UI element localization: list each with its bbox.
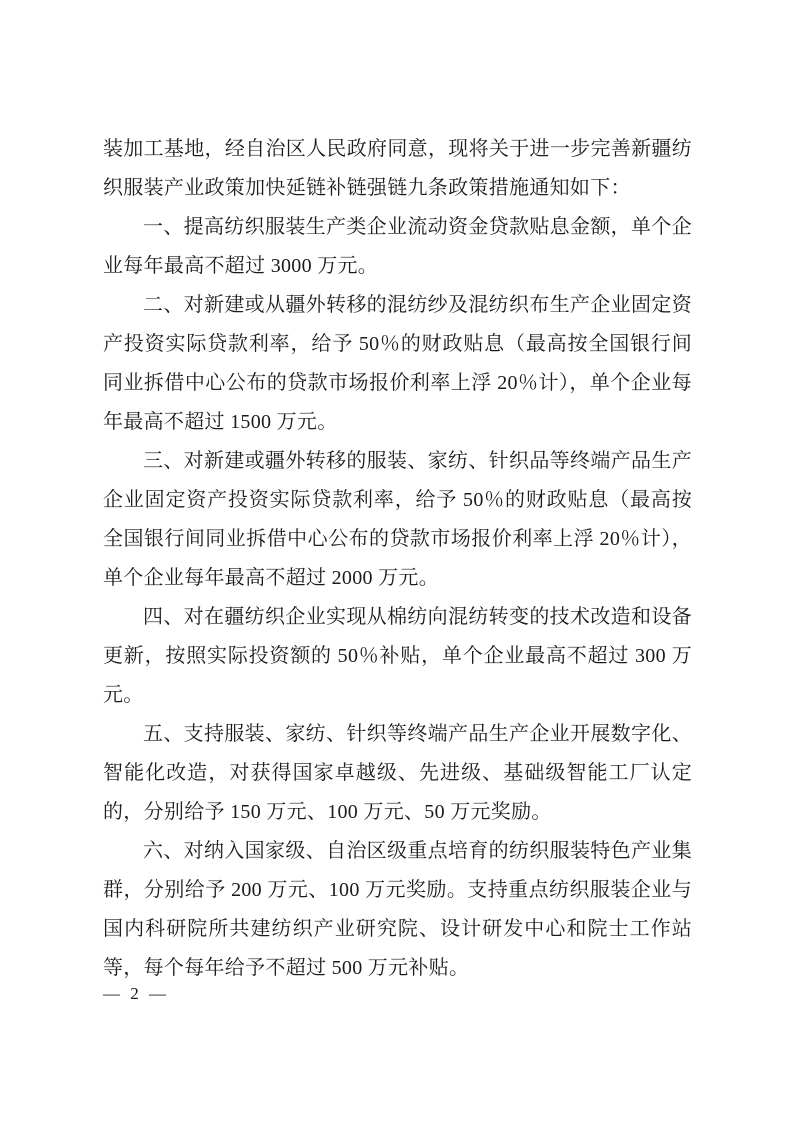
paragraph: 四、对在疆纺织企业实现从棉纺向混纺转变的技术改造和设备更新，按照实际投资额的 50％补贴，单个企业最高不超过 300 万元。 (103, 606, 692, 706)
paragraph: 一、提高纺织服装生产类企业流动资金贷款贴息金额，单个企业每年最高不超过 3000 万元。 (103, 216, 692, 277)
paragraph: 六、对纳入国家级、自治区级重点培育的纺织服装特色产业集群，分别给予 200 万元、100 万元奖励。支持重点纺织服装企业与国内科研院所共建纺织产业研究院、设计研发中心和院士工作站等，每个每年给予不超过 500 万元补贴。 (103, 840, 692, 979)
paragraph: 装加工基地，经自治区人民政府同意，现将关于进一步完善新疆纺织服装产业政策加快延链补链强链九条政策措施通知如下： (103, 138, 692, 199)
paragraph: 二、对新建或从疆外转移的混纺纱及混纺织布生产企业固定资产投资实际贷款利率，给予 50％的财政贴息（最高按全国银行间同业拆借中心公布的贷款市场报价利率上浮 20％计），单个企业每年最高不超过 1500 万元。 (103, 294, 692, 433)
paragraph: 三、对新建或疆外转移的服装、家纺、针织品等终端产品生产企业固定资产投资实际贷款利率，给予 50％的财政贴息（最高按全国银行间同业拆借中心公布的贷款市场报价利率上浮 20％计），单个企业每年最高不超过 2000 万元。 (103, 450, 692, 589)
page-number: — 2 — (103, 984, 169, 1003)
document-body (103, 130, 692, 988)
paragraph: 五、支持服装、家纺、针织等终端产品生产企业开展数字化、智能化改造，对获得国家卓越级、先进级、基础级智能工厂认定的，分别给予 150 万元、100 万元、50 万元奖励。 (103, 723, 692, 823)
